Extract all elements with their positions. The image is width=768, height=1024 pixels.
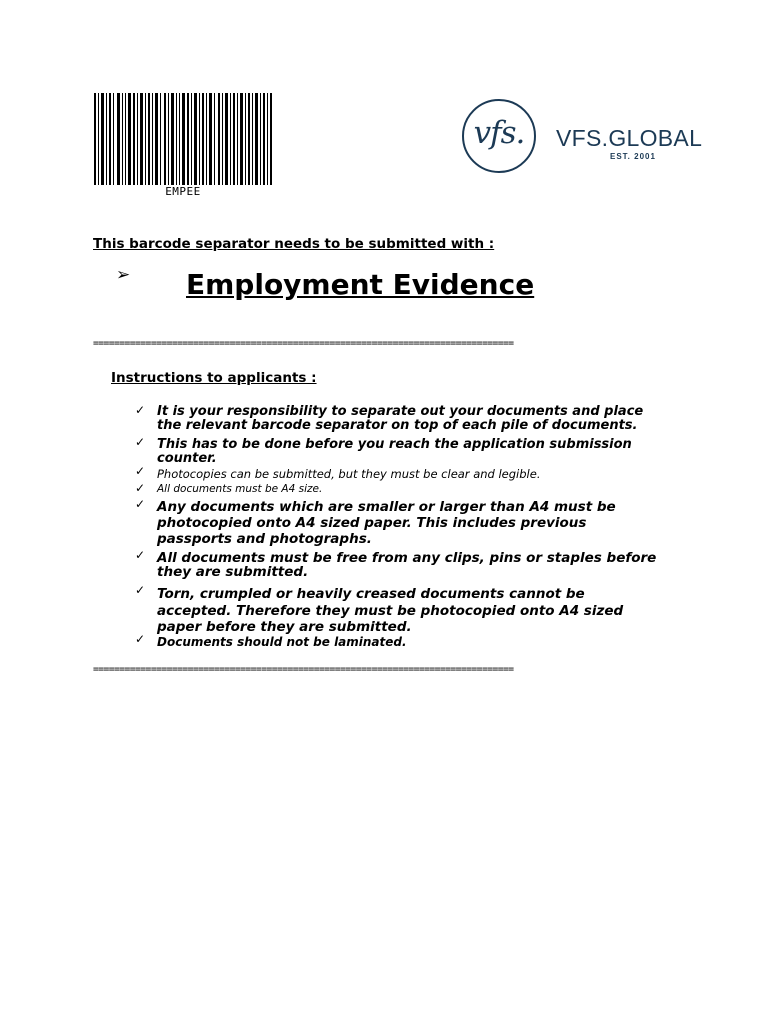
logo-mark: vfs. [473, 115, 525, 151]
instruction-item: Torn, crumpled or heavily creased documents cannot be accepted. Therefore they must be photocopied onto A4 sized paper before they are submitted. [157, 586, 624, 636]
instruction-item: Photocopies can be submitted, but they must be clear and legible. [157, 467, 541, 481]
check-icon: ✓ [135, 464, 146, 478]
separator-line-bottom: ================================================================================ [93, 664, 514, 675]
check-icon: ✓ [135, 435, 146, 449]
instruction-item: Documents should not be laminated. [157, 635, 407, 649]
separator-line-top: ================================================================================ [93, 338, 514, 349]
logo-name: VFS.GLOBAL [556, 125, 703, 151]
arrow-bullet-icon: ➢ [116, 265, 131, 285]
check-icon: ✓ [135, 497, 146, 511]
instruction-item: All documents must be free from any clips, pins or staples before they are submitted. [157, 550, 657, 581]
document-title: Employment Evidence [186, 268, 535, 301]
instruction-item: This has to be done before you reach the application submission counter. [157, 437, 632, 466]
instruction-item: It is your responsibility to separate out your documents and place the relevant barcode separator on top of each pile of documents. [157, 404, 644, 433]
vfs-global-logo [460, 99, 710, 179]
instruction-item: All documents must be A4 size. [157, 483, 323, 495]
barcode-label: EMPEE [165, 185, 201, 198]
check-icon: ✓ [135, 403, 146, 417]
submit-note: This barcode separator needs to be submitted with : [93, 236, 495, 252]
check-icon: ✓ [135, 548, 146, 562]
check-icon: ✓ [135, 481, 146, 495]
check-icon: ✓ [135, 583, 146, 597]
barcode [94, 93, 272, 185]
instructions-heading: Instructions to applicants : [111, 370, 317, 386]
instruction-item: Any documents which are smaller or larger than A4 must be photocopied onto A4 sized paper. This includes previous passports and photographs. [157, 499, 616, 547]
logo-established: EST. 2001 [610, 152, 656, 161]
check-icon: ✓ [135, 632, 146, 646]
